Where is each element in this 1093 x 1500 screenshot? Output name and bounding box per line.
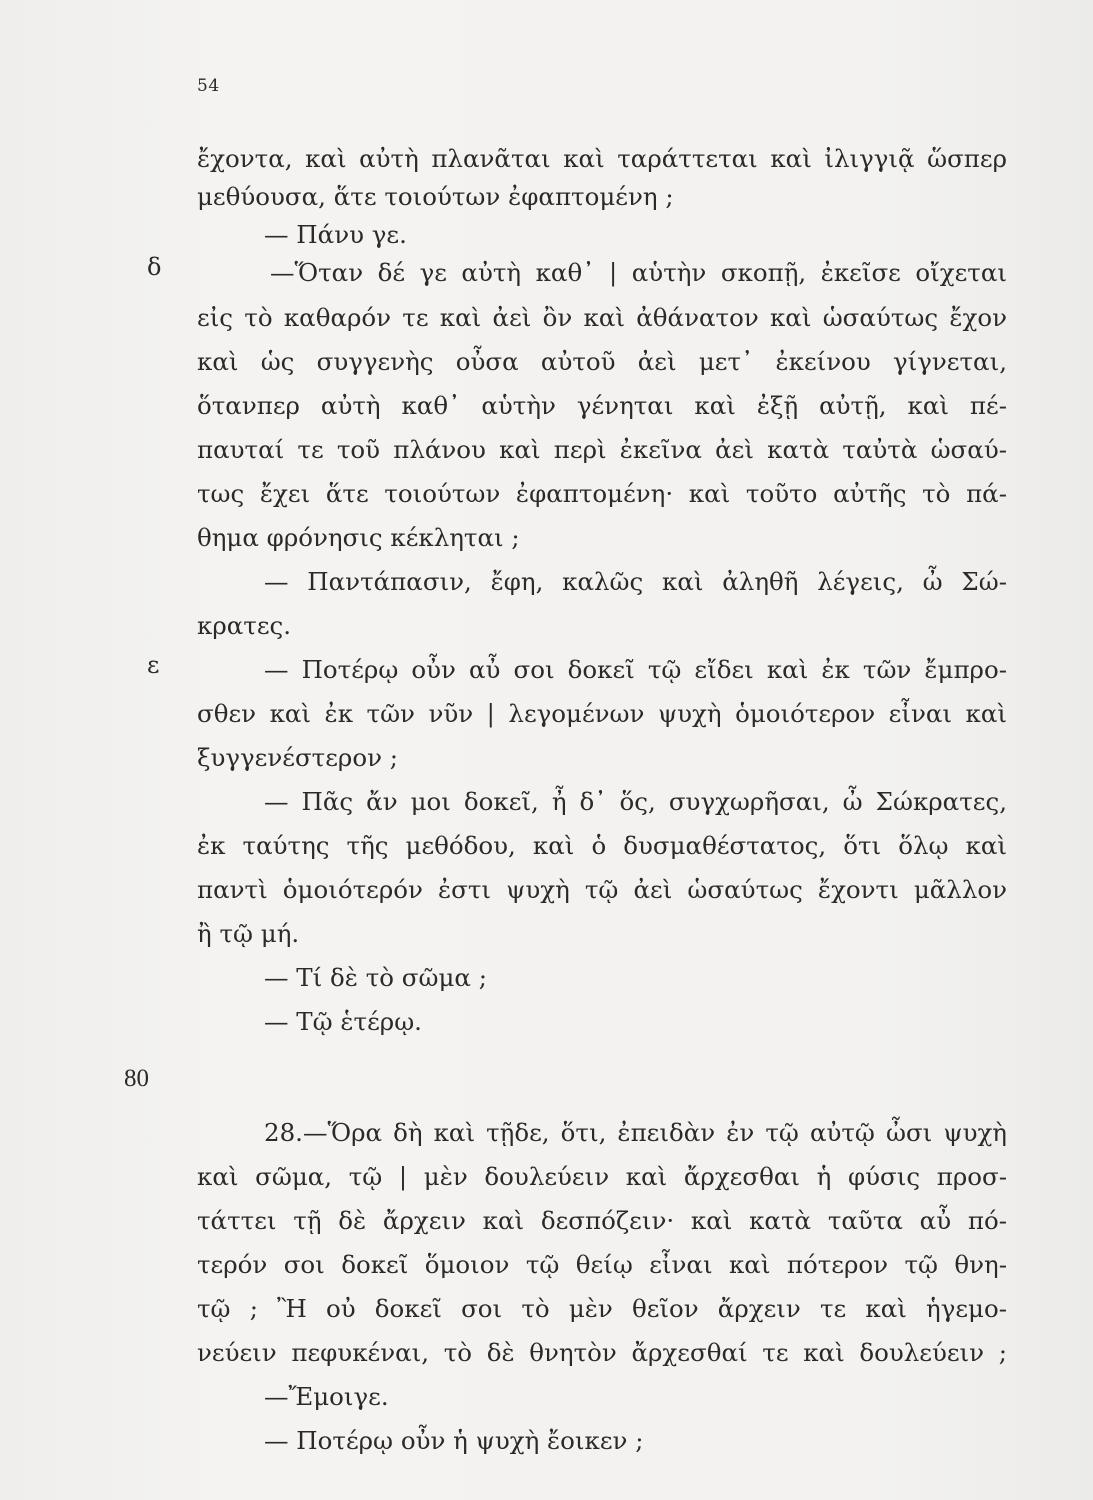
text-line: κρατες.	[197, 611, 292, 640]
text-line: θημα φρόνησις κέκληται ;	[197, 523, 520, 552]
text-line: ὅτανπερ αὐτὴ καθ᾽ αὑτὴν γένηται καὶ ἐξῇ αὐτῇ, καὶ πέ-	[197, 391, 1007, 420]
text-line: καὶ σῶμα, τῷ | μὲν δουλεύειν καὶ ἄρχεσθαι ἡ φύσις προσ-	[197, 1162, 1007, 1191]
text-line: τῷ ; Ἢ οὐ δοκεῖ σοι τὸ μὲν θεῖον ἄρχειν τε καὶ ἡγεμο-	[197, 1294, 1007, 1323]
text-line: καὶ ὡς συγγενὴς οὖσα αὐτοῦ ἀεὶ μετ᾽ ἐκείνου γίγνεται,	[197, 347, 1007, 376]
text-line: — Πάνυ γε.	[264, 220, 407, 249]
text-line: τάττει τῇ δὲ ἄρχειν καὶ δεσπόζειν· καὶ κατὰ ταῦτα αὖ πό-	[197, 1206, 1007, 1235]
text-line: — Τί δὲ τὸ σῶμα ;	[264, 963, 488, 992]
text-line: —Ἔμοιγε.	[264, 1382, 389, 1411]
text-line: ἐκ ταύτης τῆς μεθόδου, καὶ ὁ δυσμαθέστατος, ὅτι ὅλῳ καὶ	[197, 831, 1007, 860]
text-line: νεύειν πεφυκέναι, τὸ δὲ θνητὸν ἄρχεσθαί τε καὶ δουλεύειν ;	[197, 1338, 1007, 1367]
text-line: σθεν καὶ ἐκ τῶν νῦν | λεγομένων ψυχὴ ὁμοιότερον εἶναι καὶ	[197, 699, 1007, 728]
text-line: — Παντάπασιν, ἔφη, καλῶς καὶ ἀληθῆ λέγεις, ὦ Σώ-	[264, 567, 1007, 596]
text-line: παντὶ ὁμοιότερόν ἐστι ψυχὴ τῷ ἀεὶ ὡσαύτως ἔχοντι μᾶλλον	[197, 875, 1007, 904]
text-line: παυταί τε τοῦ πλάνου καὶ περὶ ἐκεῖνα ἀεὶ κατὰ ταὐτὰ ὡσαύ-	[197, 435, 1007, 464]
text-line: 28.—Ὅρα δὴ καὶ τῇδε, ὅτι, ἐπειδὰν ἐν τῷ αὐτῷ ὦσι ψυχὴ	[264, 1118, 1007, 1147]
text-line: — Ποτέρῳ οὖν ἡ ψυχὴ ἔοικεν ;	[264, 1426, 644, 1455]
text-line: — Τῷ ἑτέρῳ.	[264, 1007, 422, 1036]
page-number: 54	[197, 76, 220, 96]
text-line: ἔχοντα, καὶ αὐτὴ πλανᾶται καὶ ταράττεται καὶ ἰλιγγιᾷ ὥσπερ	[197, 144, 1007, 173]
text-line: — Πᾶς ἄν μοι δοκεῖ, ἦ δ᾽ ὅς, συγχωρῆσαι, ὦ Σώκρατες,	[264, 787, 1007, 816]
text-line: εἰς τὸ καθαρόν τε καὶ ἀεὶ ὂν καὶ ἀθάνατον καὶ ὡσαύτως ἔχον	[197, 303, 1007, 332]
margin-section-number: 80	[124, 1065, 149, 1092]
text-line: τερόν σοι δοκεῖ ὅμοιον τῷ θείῳ εἶναι καὶ πότερον τῷ θνη-	[197, 1250, 1007, 1279]
text-line: — Ποτέρῳ οὖν αὖ σοι δοκεῖ τῷ εἴδει καὶ ἐκ τῶν ἔμπρο-	[264, 655, 1007, 684]
text-line: —Ὅταν δέ γε αὐτὴ καθ᾽ | αὑτὴν σκοπῇ, ἐκεῖσε οἴχεται	[270, 258, 1007, 287]
text-line: τως ἔχει ἅτε τοιούτων ἐφαπτομένη· καὶ τοῦτο αὐτῆς τὸ πά-	[197, 479, 1007, 508]
margin-mark-epsilon: ε	[147, 651, 160, 679]
text-line: ἢ τῷ μή.	[197, 919, 300, 948]
text-line: ξυγγενέστερον ;	[197, 743, 399, 772]
margin-mark-delta: δ	[147, 253, 162, 281]
text-line: μεθύουσα, ἅτε τοιούτων ἐφαπτομένη ;	[197, 182, 674, 211]
